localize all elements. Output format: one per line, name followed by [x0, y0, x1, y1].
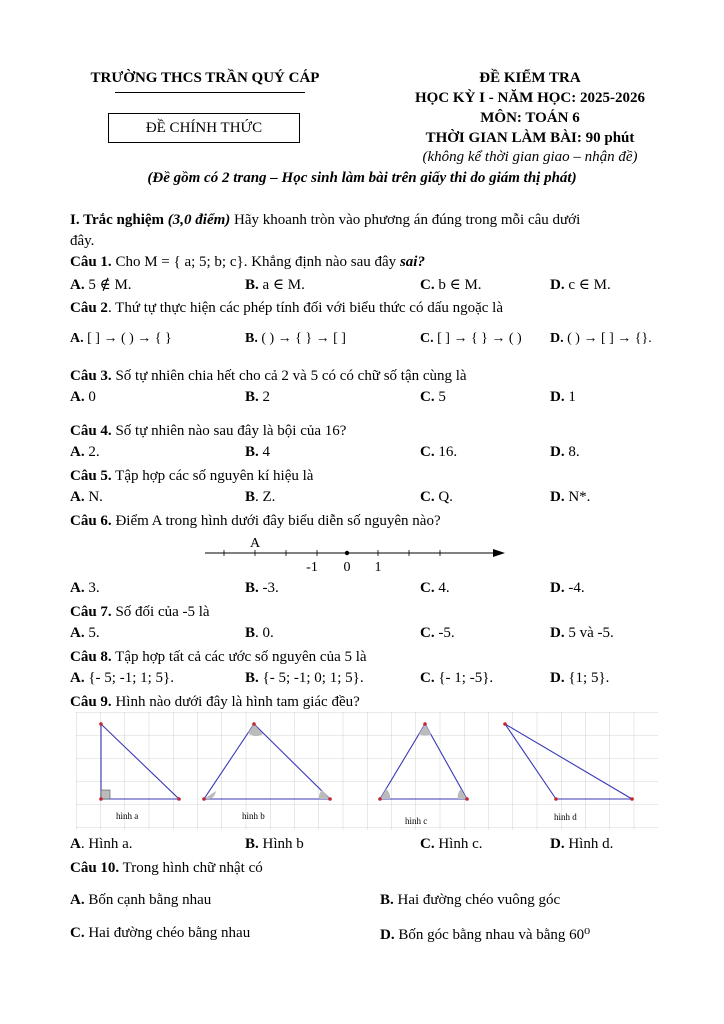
option-d[interactable]: D. -4. [550, 580, 585, 596]
option-a[interactable]: A. [ ] → ( ) → { } [70, 331, 172, 346]
option-c[interactable]: C. Hình c. [420, 836, 483, 852]
section-points: (3,0 điểm) [167, 212, 231, 228]
option-a[interactable]: A. Hình a. [70, 836, 133, 852]
label-hinh-c: hình c [405, 816, 428, 826]
question-text: Số đối của -5 là [115, 604, 210, 620]
question-2 [70, 298, 690, 318]
option-d[interactable]: D. N*. [550, 489, 591, 505]
question-9 [70, 692, 690, 712]
question-text: Cho M = { a; 5; b; c}. Khẳng định nào sau đây [115, 254, 397, 270]
option-b[interactable]: B. 0. [245, 625, 274, 641]
options-4 [70, 444, 690, 464]
exam-time: THỜI GIAN LÀM BÀI: 90 phút [425, 130, 635, 146]
point-a-label: A [249, 536, 261, 551]
tick-label: 0 [343, 560, 351, 575]
option-d[interactable]: D. 1 [550, 389, 576, 405]
subject: MÔN: TOÁN 6 [480, 110, 580, 126]
question-text: Số tự nhiên nào sau đây là bội của 16? [115, 423, 347, 439]
time-note: (không kể thời gian giao – nhận đề) [422, 149, 638, 165]
option-a[interactable]: A. 3. [70, 580, 100, 596]
options-6 [70, 580, 690, 600]
option-b[interactable]: B. Hình b [245, 836, 304, 852]
label-hinh-d: hình d [554, 812, 577, 822]
exam-title: ĐỀ KIỂM TRA [479, 70, 581, 86]
option-a[interactable]: A. {- 5; -1; 1; 5}. [70, 670, 174, 686]
options-10-row2 [70, 925, 690, 945]
option-c[interactable]: C. {- 1; -5}. [420, 670, 494, 686]
question-4 [70, 421, 690, 441]
question-10 [70, 858, 690, 878]
official-label: ĐỀ CHÍNH THỨC [145, 119, 263, 136]
option-a[interactable]: A. 0 [70, 389, 96, 405]
question-text: Trong hình chữ nhật có [122, 860, 263, 876]
option-d[interactable]: D. {1; 5}. [550, 670, 610, 686]
school-name: TRƯỜNG THCS TRẦN QUÝ CÁP [90, 70, 320, 86]
question-text: . Thứ tự thực hiện các phép tính đối với biểu thức có dấu ngoặc là [107, 300, 504, 316]
option-a[interactable]: A. N. [70, 489, 103, 505]
question-label: Câu 7. [70, 604, 112, 620]
options-9 [70, 836, 690, 856]
options-3 [70, 389, 690, 409]
option-b[interactable]: B. ( ) → { } → [ ] [245, 331, 346, 346]
option-b[interactable]: B. {- 5; -1; 0; 1; 5}. [245, 670, 364, 686]
question-8 [70, 647, 690, 667]
option-b[interactable]: B. Z. [245, 489, 276, 505]
option-d[interactable]: D. 8. [550, 444, 580, 460]
question-label: Câu 10. [70, 860, 120, 876]
option-c[interactable]: C. b ∈ M. [420, 277, 482, 293]
option-d[interactable]: D. Bốn góc bằng nhau và bằng 60⁰ [380, 927, 591, 943]
question-text: Tập hợp tất cả các ước số nguyên của 5 là [115, 649, 367, 665]
triangles-figure [76, 712, 658, 830]
question-label: Câu 1. [70, 254, 112, 270]
option-a[interactable]: A. 5. [70, 625, 100, 641]
question-label: Câu 8. [70, 649, 112, 665]
pages-note: (Đề gồm có 2 trang – Học sinh làm bài trên giấy thi do giám thị phát) [147, 170, 577, 186]
number-line-origin-dot [345, 551, 349, 555]
option-b[interactable]: B. 4 [245, 444, 271, 460]
option-b[interactable]: B. Hai đường chéo vuông góc [380, 892, 561, 908]
question-emphasis: sai? [399, 254, 425, 270]
question-text: Tập hợp các số nguyên kí hiệu là [115, 468, 314, 484]
question-6 [70, 511, 690, 531]
number-line-figure [195, 532, 515, 576]
question-label: Câu 4. [70, 423, 112, 439]
tick-label: 1 [374, 560, 382, 575]
option-d[interactable]: D. 5 và -5. [550, 625, 614, 641]
option-d[interactable]: D. c ∈ M. [550, 277, 611, 293]
question-label: Câu 2 [70, 300, 108, 316]
options-10-row1 [70, 892, 690, 912]
question-3 [70, 366, 690, 386]
options-8 [70, 670, 690, 690]
question-label: Câu 6. [70, 513, 112, 529]
question-5 [70, 466, 690, 486]
school-underline [115, 92, 305, 93]
question-text: Số tự nhiên chia hết cho cả 2 và 5 có có chữ số tận cùng là [115, 368, 467, 384]
question-7 [70, 602, 690, 622]
options-2 [70, 331, 690, 351]
option-d[interactable]: D. ( ) → [ ] → {}. [550, 331, 652, 346]
option-a[interactable]: A. 5 ∉ M. [70, 277, 132, 293]
options-7 [70, 625, 690, 645]
question-text: Điểm A trong hình dưới đây biểu diễn số nguyên nào? [115, 513, 441, 529]
option-d[interactable]: D. Hình d. [550, 836, 614, 852]
semester: HỌC KỲ I - NĂM HỌC: 2025-2026 [415, 90, 645, 106]
section-instruction: Hãy khoanh tròn vào phương án đúng trong mỗi câu dưới [234, 212, 581, 228]
option-b[interactable]: B. a ∈ M. [245, 277, 305, 293]
label-hinh-b: hình b [242, 811, 265, 821]
option-c[interactable]: C. [ ] → { } → ( ) [420, 331, 522, 346]
question-label: Câu 9. [70, 694, 112, 710]
number-line-arrow [493, 549, 505, 557]
tick-label: -1 [306, 560, 318, 575]
options-1 [70, 275, 690, 295]
options-5 [70, 489, 690, 509]
section-instruction-cont: đây. [70, 233, 95, 249]
section-title [70, 210, 690, 230]
question-1 [70, 252, 690, 272]
option-c[interactable]: C. 5 [420, 389, 446, 405]
option-c[interactable]: C. 16. [420, 444, 458, 460]
option-c[interactable]: C. Hai đường chéo bằng nhau [70, 925, 251, 941]
official-box [108, 113, 300, 143]
option-a[interactable]: A. 2. [70, 444, 100, 460]
label-hinh-a: hình a [116, 811, 139, 821]
option-c[interactable]: C. -5. [420, 625, 455, 641]
option-b[interactable]: B. 2 [245, 389, 271, 405]
section-heading: I. Trắc nghiệm [70, 212, 165, 228]
option-c[interactable]: C. 4. [420, 580, 450, 596]
option-b[interactable]: B. -3. [245, 580, 279, 596]
question-text: Hình nào dưới đây là hình tam giác đều? [115, 694, 360, 710]
question-label: Câu 5. [70, 468, 112, 484]
option-c[interactable]: C. Q. [420, 489, 453, 505]
question-label: Câu 3. [70, 368, 112, 384]
option-a[interactable]: A. Bốn cạnh bằng nhau [70, 892, 212, 908]
